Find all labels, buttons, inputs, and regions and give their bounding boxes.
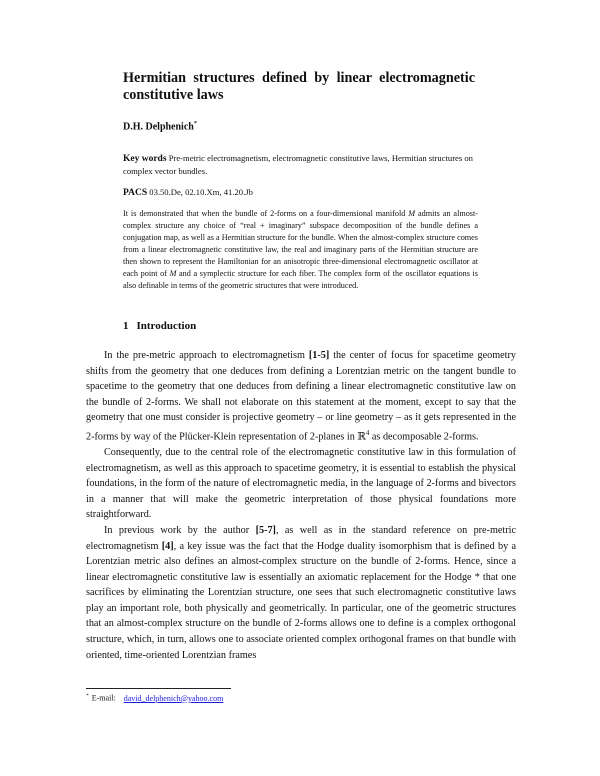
paragraph-1 — [86, 348, 516, 445]
abstract-text-2: admits an almost-complex structure any choice of “real + imaginary” subspace decomposition of the bundle defines a conjugation map, as well as a Hermitian structure for the bundle. When the almost-complex structure comes from a linear electromagnetic constitutive law, the real and imaginary parts of the Hermitian structure are then shown to represent the Hamiltonian for an anisotropic three-dimensional electromagnetic oscillator at each point of — [123, 209, 478, 278]
pacs-label: PACS — [123, 188, 148, 198]
keywords — [123, 152, 478, 177]
footnote-divider — [86, 688, 231, 689]
author-line — [123, 121, 197, 132]
section-heading — [123, 320, 196, 332]
section-title: Introduction — [136, 320, 197, 332]
abstract-var-m: M — [169, 269, 177, 278]
paper-title — [123, 70, 475, 104]
footnote-mark: * — [86, 693, 89, 699]
abstract — [123, 208, 478, 292]
paragraph-3 — [86, 523, 516, 663]
footnote — [86, 693, 223, 703]
footnote-label: E-mail: — [91, 693, 116, 703]
real-numbers-exponent: 4 — [365, 428, 370, 437]
para3-text-c: , a key issue was the fact that the Hodge duality isomorphism that is defined by a Lorentzian metric also defines an almost-complex structure on the bundle of 2-forms. Hence, since a linear electromagnetic constitutive law is essentially an axiomatic replacement for the Hodge * that one sacrifices by eliminating the Lorentzian structure, one sees that such electromagnetic constitutive laws play an important role, both physically and geometrically. In particular, one of the geometric structures that an almost-complex structure on the bundle of 2-forms allows one to define is a complex orthogonal structure, which, in turn, allows one to associate oriented complex orthogonal frames on that bundle with oriented, time-oriented Lorentzian frames — [86, 540, 516, 661]
pacs-codes: 03.50.De, 02.10.Xm, 41.20.Jb — [149, 187, 253, 197]
author-footnote-mark[interactable]: * — [193, 121, 197, 127]
para3-text-a: In previous work by the author — [104, 524, 256, 536]
body-text — [86, 348, 516, 663]
citation-ref[interactable]: [4] — [161, 540, 174, 552]
paragraph-2: Consequently, due to the central role of the electromagnetic constitutive law in this formulation of electromagnetism, as well as this approach to spacetime geometry, it is essential to establish the physical foundations, in the form of the nature of electromagnetic media, in the language of 2-forms and bivectors in a manner that will make the geometric interpretation of those physical foundations more straightforward. — [86, 446, 516, 521]
abstract-text-3: and a symplectic structure for each fiber. The complex form of the oscillator equations is also definable in terms of the geometric structures that were introduced. — [123, 269, 478, 290]
para3-text-b: , as well as in the standard reference on pre-metric electromagnetism — [86, 524, 516, 552]
keywords-label: Key words — [123, 154, 167, 164]
section-number: 1 — [123, 320, 129, 332]
title-line-1: Hermitian structures defined by linear electromagnetic — [123, 70, 475, 86]
title-line-2: constitutive laws — [123, 87, 224, 103]
pacs — [123, 186, 478, 199]
abstract-var-m: M — [408, 209, 416, 218]
abstract-text-1: It is demonstrated that when the bundle of 2-forms on a four-dimensional manifold — [123, 209, 409, 218]
author-name: D.H. Delphenich — [123, 121, 194, 133]
email-link[interactable]: david_delphenich@yahoo.com — [123, 693, 224, 703]
para1-text-c: as decomposable 2-forms. — [369, 431, 479, 443]
para1-text-b: the center of focus for spacetime geometry shifts from the geometry that one deduces from defining a Lorentzian metric on the tangent bundle to spacetime to the geometry that one deduces from defining a linear electromagnetic constitutive law on the bundle of 2-forms. We shall not elaborate on this statement at the moment, except to say that the geometry that one must consider is projective geometry – or line geometry – as it gets represented in the 2-forms by way of the Plücker-Klein representation of 2-planes in — [86, 350, 516, 443]
citation-ref[interactable]: [5-7] — [255, 524, 276, 536]
para1-text-a: In the pre-metric approach to electromagnetism — [104, 350, 309, 361]
citation-ref[interactable]: [1-5] — [308, 350, 330, 361]
keywords-text: Pre-metric electromagnetism, electromagnetic constitutive laws, Hermitian structures on complex vector bundles. — [123, 153, 473, 176]
real-numbers-symbol: ℝ — [357, 431, 366, 443]
